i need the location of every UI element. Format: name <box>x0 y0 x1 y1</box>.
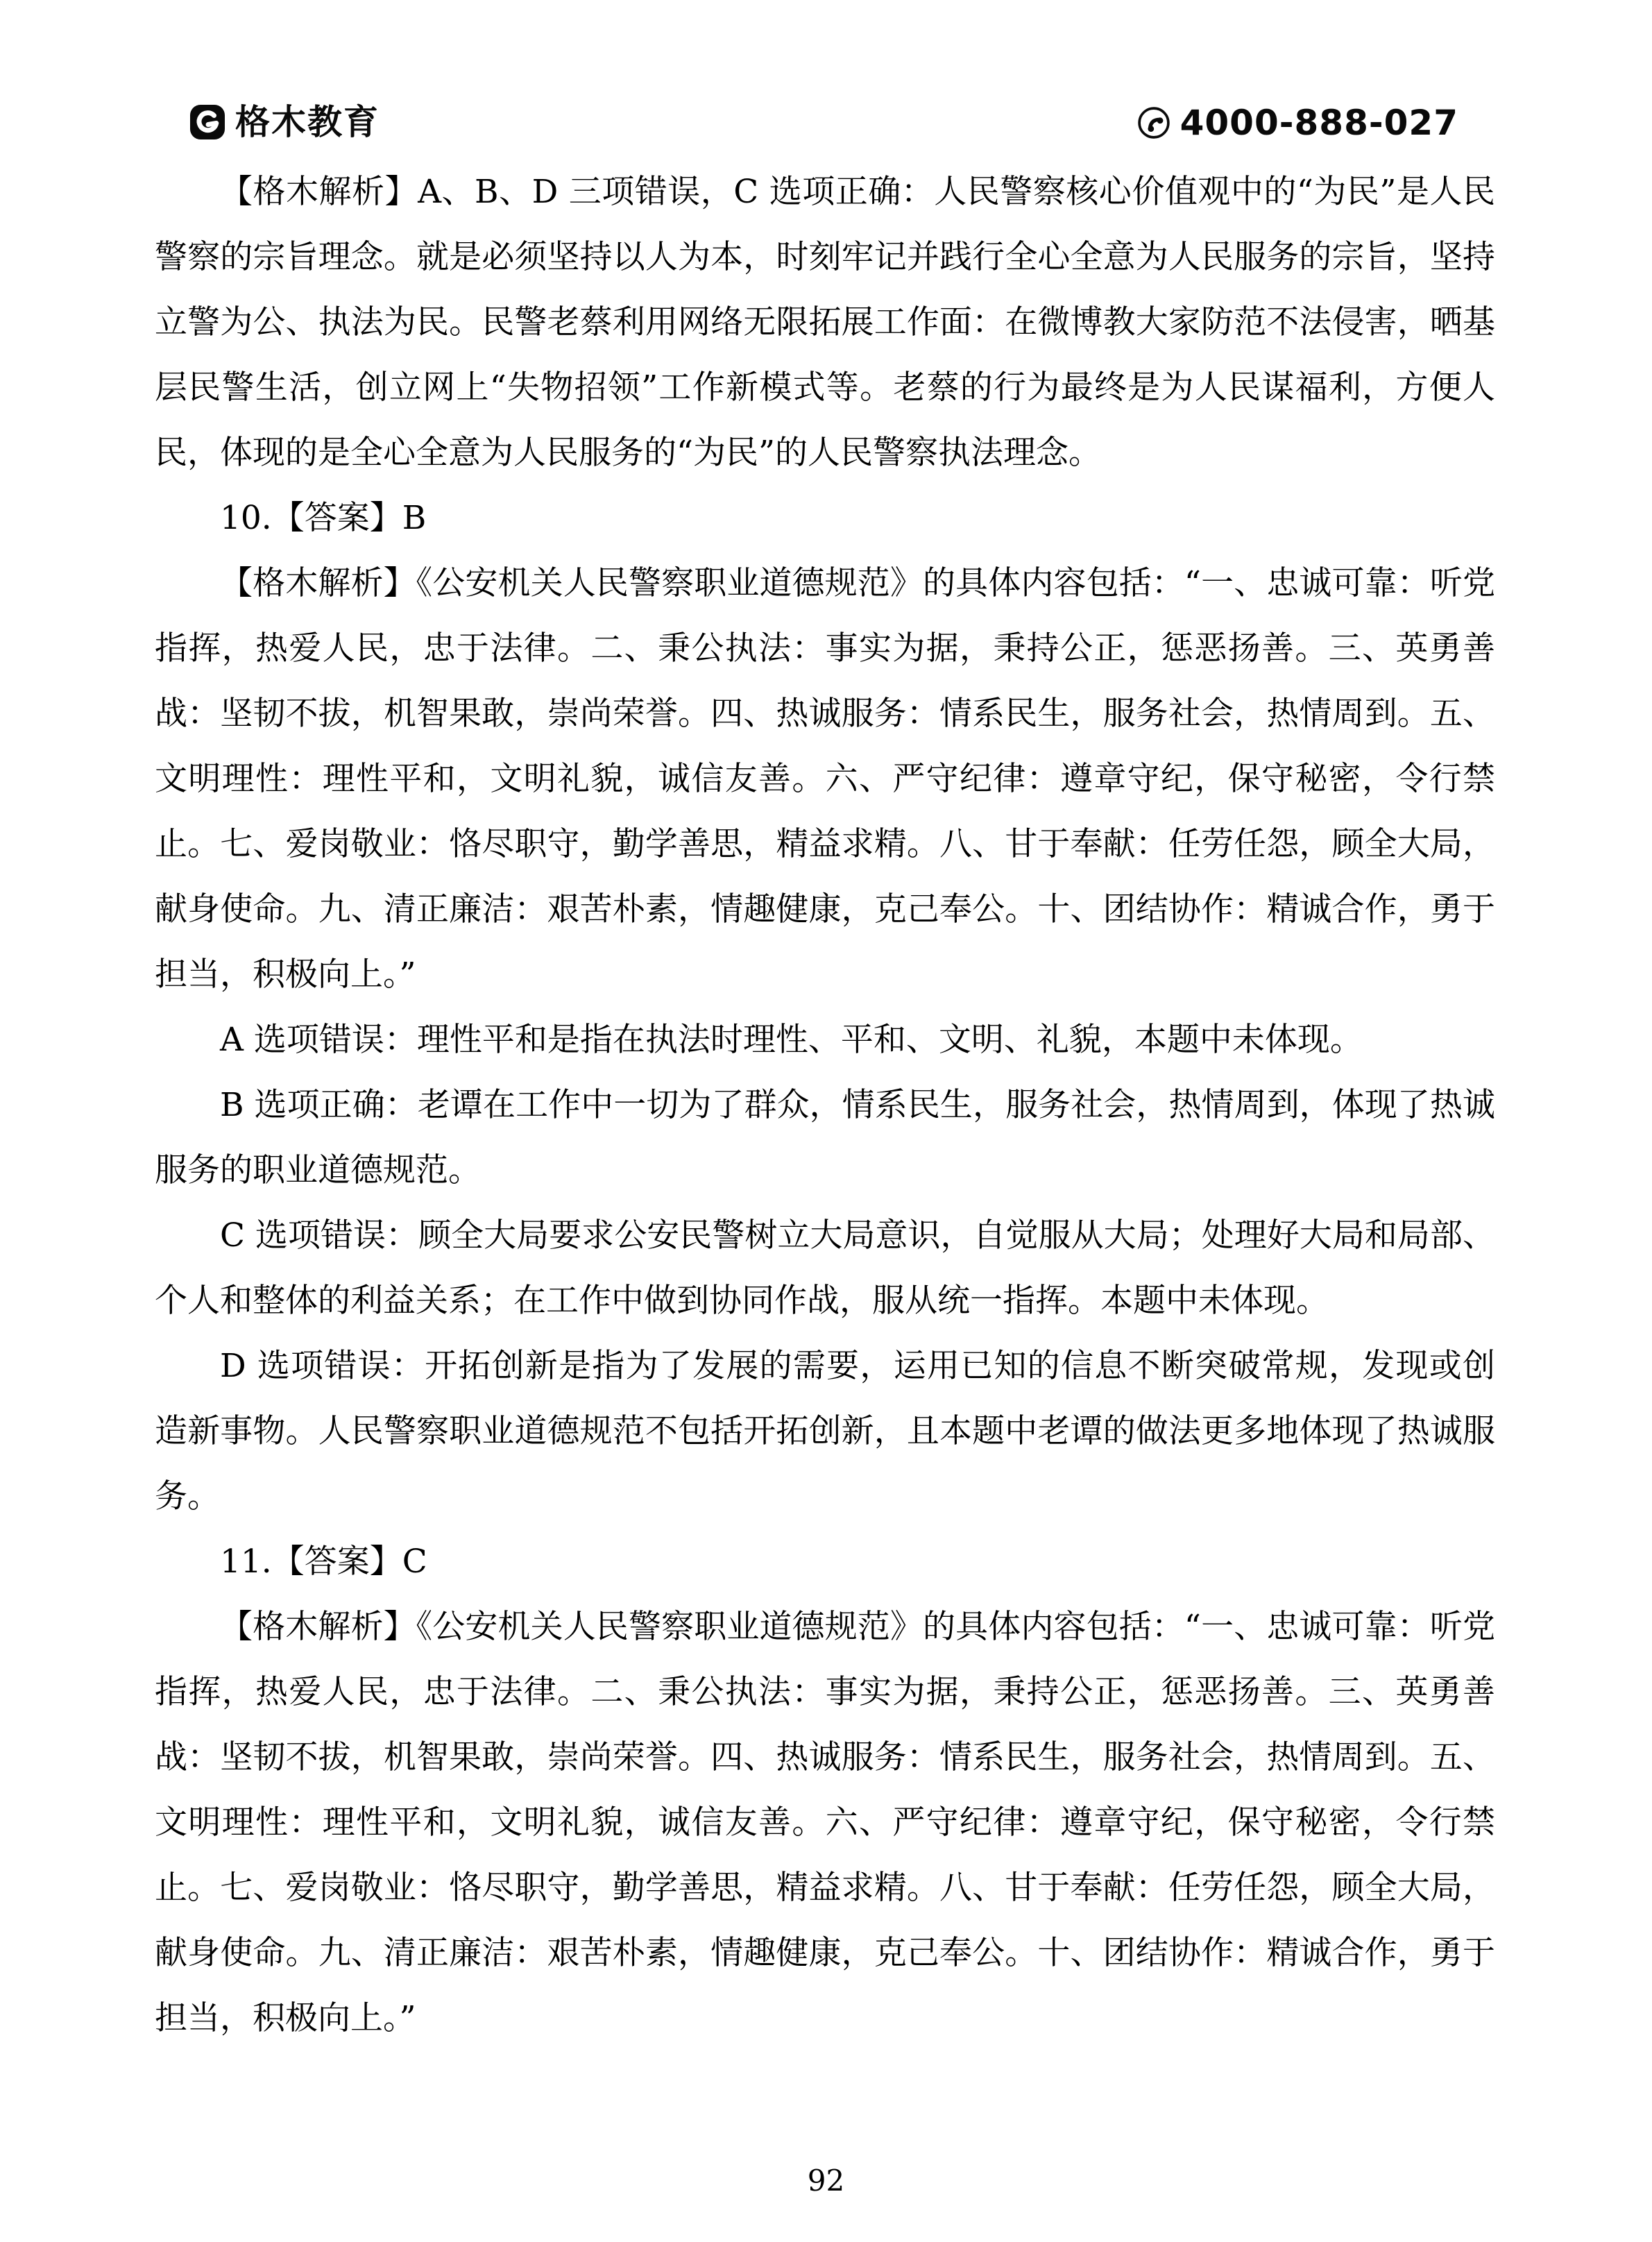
analysis-paragraph-q10: 【格木解析】《公安机关人民警察职业道德规范》的具体内容包括：“一、忠诚可靠：听党指挥，热爱人民，忠于法律。二、秉公执法：事实为据，秉持公正，惩恶扬善。三、英勇善战：坚韧不拔，机智果敢，崇尚荣誉。四、热诚服务：情系民生，服务社会，热情周到。五、文明理性：理性平和，文明礼貌，诚信友善。六、严守纪律：遵章守纪，保守秘密，令行禁止。七、爱岗敬业：恪尽职守，勤学善思，精益求精。八、甘于奉献：任劳任怨，顾全大局，献身使命。九、清正廉洁：艰苦朴素，情趣健康，克己奉公。十、团结协作：精诚合作，勇于担当，积极向上。” <box>155 564 1495 994</box>
contact-phone <box>1137 103 1458 143</box>
phone-icon <box>1137 106 1170 139</box>
option-a-paragraph: A 选项错误：理性平和是指在执法时理性、平和、文明、礼貌，本题中未体现。 <box>220 1021 1363 1059</box>
analysis-paragraph-q11: 【格木解析】《公安机关人民警察职业道德规范》的具体内容包括：“一、忠诚可靠：听党指挥，热爱人民，忠于法律。二、秉公执法：事实为据，秉持公正，惩恶扬善。三、英勇善战：坚韧不拔，机智果敢，崇尚荣誉。四、热诚服务：情系民生，服务社会，热情周到。五、文明理性：理性平和，文明礼貌，诚信友善。六、严守纪律：遵章守纪，保守秘密，令行禁止。七、爱岗敬业：恪尽职守，勤学善思，精益求精。八、甘于奉献：任劳任怨，顾全大局，献身使命。九、清正廉洁：艰苦朴素，情趣健康，克己奉公。十、团结协作：精诚合作，勇于担当，积极向上。” <box>155 1608 1495 2037</box>
page-header <box>0 0 1652 167</box>
analysis-paragraph-q9: 【格木解析】A、B、D 三项错误，C 选项正确：人民警察核心价值观中的“为民”是人民警察的宗旨理念。就是必须坚持以人为本，时刻牢记并践行全心全意为人民服务的宗旨，坚持立警为公、执法为民。民警老蔡利用网络无限拓展工作面：在微博教大家防范不法侵害，晒基层民警生活，创立网上“失物招领”工作新模式等。老蔡的行为最终是为人民谋福利，方便人民，体现的是全心全意为人民服务的“为民”的人民警察执法理念。 <box>155 173 1495 472</box>
answer-line-q11: 11.【答案】C <box>220 1543 427 1581</box>
gemu-logo-icon <box>189 104 225 140</box>
answer-explanations <box>155 160 1495 2051</box>
option-d-paragraph: D 选项错误：开拓创新是指为了发展的需要，运用已知的信息不断突破常规，发现或创造新事物。人民警察职业道德规范不包括开拓创新，且本题中老谭的做法更多地体现了热诚服务。 <box>155 1347 1495 1515</box>
option-c-paragraph: C 选项错误：顾全大局要求公安民警树立大局意识，自觉服从大局；处理好大局和局部、个人和整体的利益关系；在工作中做到协同作战，服从统一指挥。本题中未体现。 <box>155 1216 1495 1320</box>
page-footer <box>0 2164 1652 2198</box>
brand-name: 格木教育 <box>235 102 380 142</box>
page-number: 92 <box>807 2164 845 2198</box>
phone-number: 4000-888-027 <box>1180 103 1458 143</box>
option-b-paragraph: B 选项正确：老谭在工作中一切为了群众，情系民生，服务社会，热情周到，体现了热诚服务的职业道德规范。 <box>155 1086 1495 1189</box>
brand-logo <box>189 104 380 140</box>
answer-line-q10: 10.【答案】B <box>220 499 427 537</box>
